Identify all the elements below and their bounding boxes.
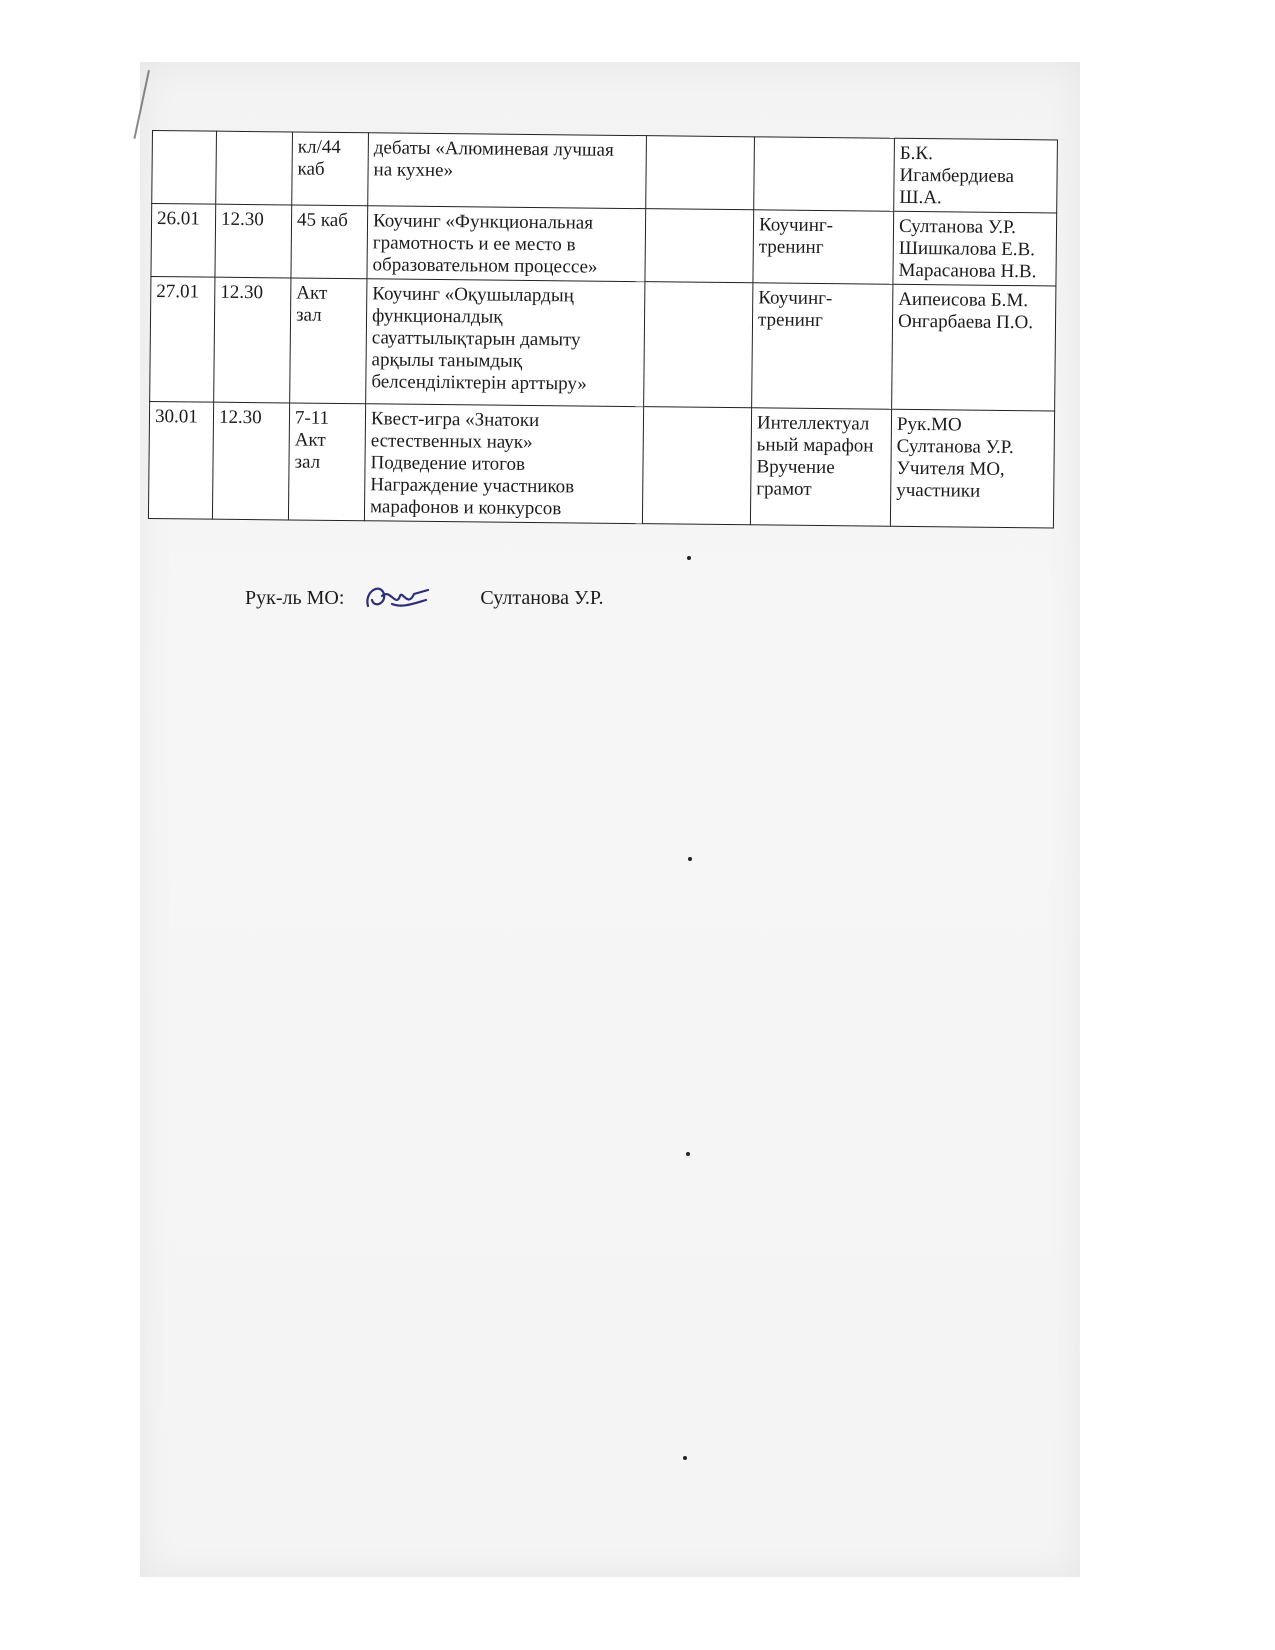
schedule-table xyxy=(148,130,1058,528)
cell-time: 12.30 xyxy=(214,277,291,403)
cell-extra xyxy=(644,282,753,408)
table-row xyxy=(148,401,1054,527)
cell-form: Коучинг- тренинг xyxy=(752,283,893,409)
cell-form: Коучинг- тренинг xyxy=(753,210,894,284)
cell-form: Интеллектуал ьный марафон Вручение грамот xyxy=(750,408,891,526)
speck xyxy=(687,556,691,560)
handwritten-signature-icon xyxy=(362,578,432,618)
cell-event: дебаты «Алюминевая лучшая на кухне» xyxy=(368,133,647,209)
cell-event: Квест-игра «Знатоки естественных наук» Подведение итогов Награждение участников марафонов и конкурсов xyxy=(364,404,643,524)
table-row xyxy=(152,131,1058,213)
table-row xyxy=(151,204,1057,286)
cell-event: Коучинг «Функциональная грамотность и ее место в образовательном процессе» xyxy=(367,206,646,282)
cell-extra xyxy=(642,407,751,525)
cell-time xyxy=(216,131,293,205)
cell-form xyxy=(754,137,895,211)
cell-event: Коучинг «Оқушылардың функционалдық сауаттылықтарын дамыту арқылы танымдық белсенділіктерін арттыру» xyxy=(366,279,645,407)
signature-name: Султанова У.Р. xyxy=(480,586,604,609)
cell-responsible: Султанова У.Р. Шишкалова Е.В. Марасанова Н.В. xyxy=(893,211,1057,286)
cell-date: 26.01 xyxy=(151,204,216,278)
cell-time: 12.30 xyxy=(215,204,292,278)
cell-place: 7-11 Акт зал xyxy=(288,403,365,521)
cell-responsible: Б.К. Игамбердиева Ш.А. xyxy=(894,138,1058,213)
signature-block xyxy=(245,578,603,618)
signature-label: Рук-ль МО: xyxy=(245,586,345,609)
speck xyxy=(683,1456,687,1460)
cell-extra xyxy=(646,136,755,210)
cell-date: 30.01 xyxy=(148,401,213,519)
cell-responsible: Рук.МО Султанова У.Р. Учителя МО, участники xyxy=(890,409,1054,528)
table-row xyxy=(150,276,1056,410)
speck xyxy=(688,857,692,861)
cell-place: кл/44 каб xyxy=(292,132,369,206)
speck xyxy=(686,1152,690,1156)
cell-date xyxy=(152,131,217,205)
cell-extra xyxy=(645,209,754,283)
cell-date: 27.01 xyxy=(150,276,215,402)
cell-place: Акт зал xyxy=(290,278,367,404)
cell-place: 45 каб xyxy=(291,205,368,279)
cell-time: 12.30 xyxy=(212,402,289,520)
cell-responsible: Аипеисова Б.М. Онгарбаева П.О. xyxy=(892,284,1056,411)
